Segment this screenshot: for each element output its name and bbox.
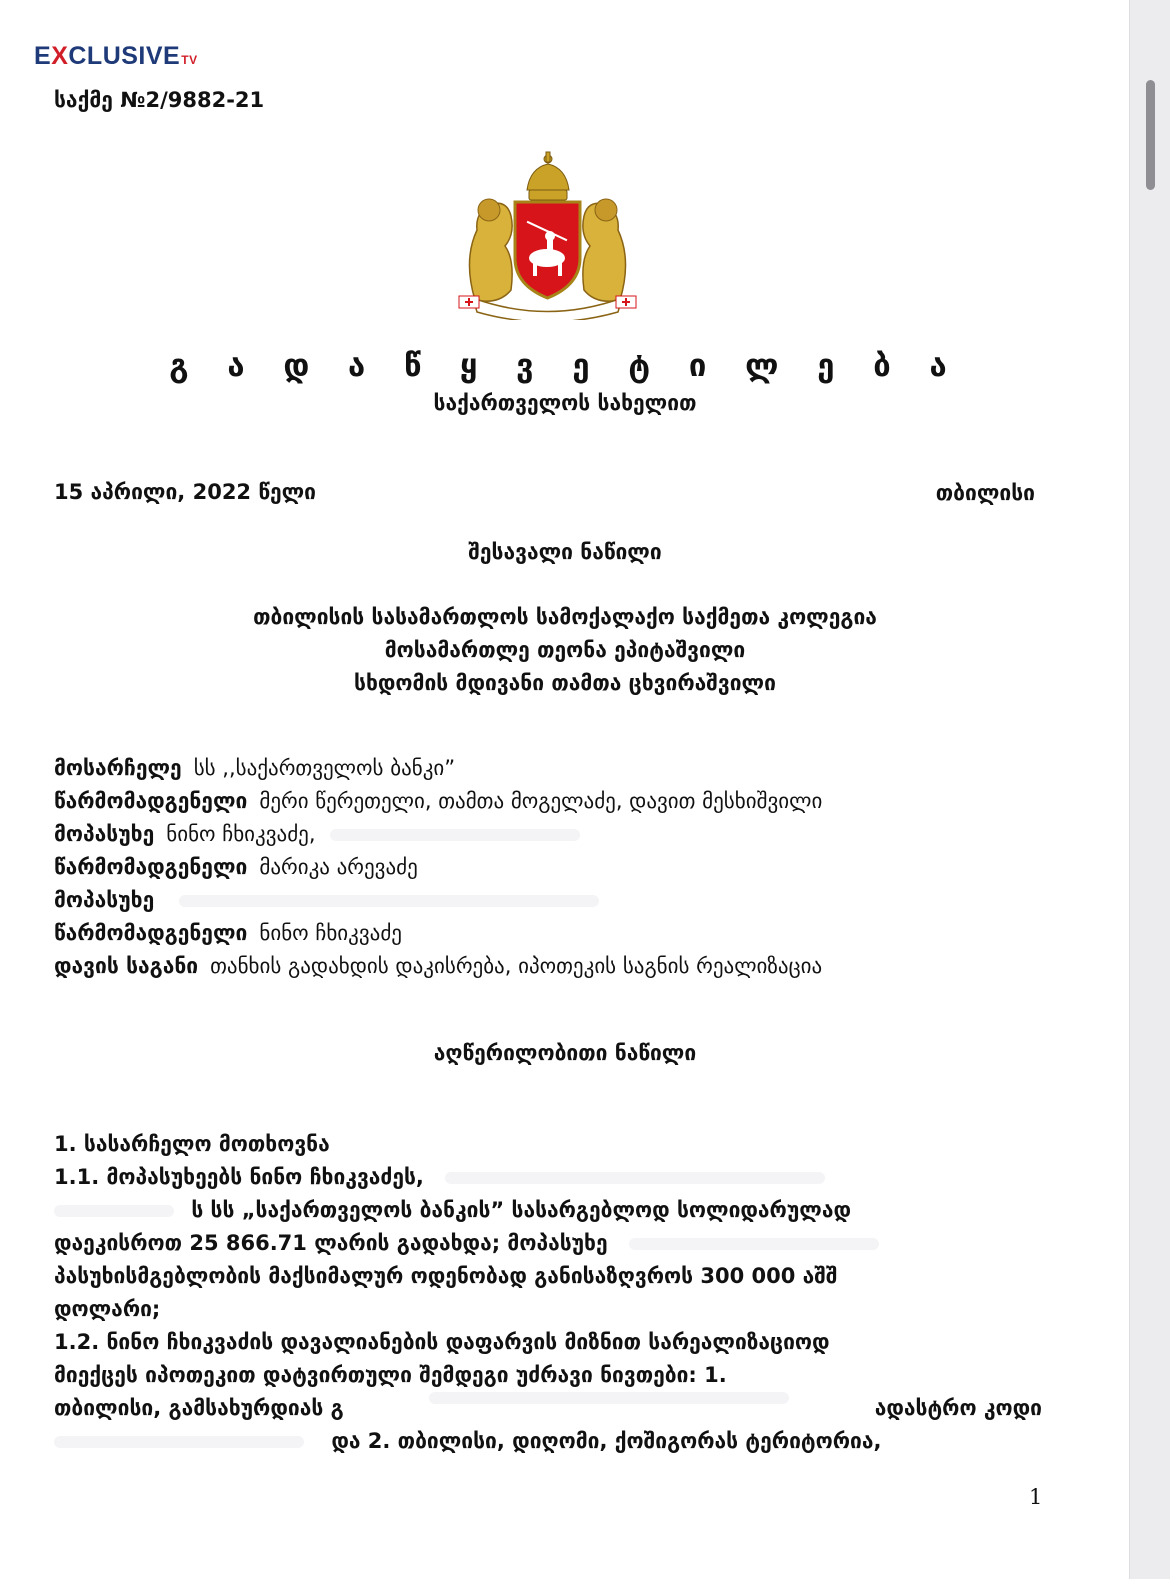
page-number: 1 (1029, 1485, 1043, 1509)
party-label: მოპასუხე (54, 822, 155, 846)
paragraph-line: 1.2. ნინო ჩხიკვაძის დავალიანების დაფარვის მიზნით სარეალიზაციოდ (54, 1330, 830, 1354)
party-row (54, 785, 822, 818)
paragraph-text: და 2. თბილისი, დიღომი, ქოშიგორას ტერიტორია, (331, 1429, 882, 1453)
paragraph-line: დოლარი; (54, 1297, 161, 1321)
paragraph-line (54, 1227, 1042, 1260)
descriptive-body (54, 1128, 1042, 1458)
document-title: გ ა დ ა წ ყ ვ ე ტ ი ლ ე ბ ა (169, 348, 961, 384)
party-label: წარმომადგენელი (54, 855, 248, 879)
case-number: საქმე №2/9882-21 (54, 88, 265, 112)
paragraph-line (54, 1425, 1042, 1458)
exclusive-tv-watermark (34, 42, 198, 71)
redaction-mark (629, 1238, 879, 1250)
paragraph-line (54, 1194, 1042, 1227)
party-row (54, 818, 822, 851)
court-block (40, 601, 1090, 700)
parties-list (54, 752, 822, 983)
party-label: მოსარჩელე (54, 756, 182, 780)
party-value: ნინო ჩხიკვაძე (259, 921, 402, 945)
document-city: თბილისი (935, 481, 1035, 505)
paragraph-text: ადასტრო კოდი (874, 1396, 1042, 1420)
party-label: წარმომადგენელი (54, 789, 248, 813)
redaction-mark (54, 1205, 174, 1217)
party-value: მერი წერეთელი, თამთა მოგელაძე, დავით მესხიშვილი (259, 789, 823, 813)
party-label: მოპასუხე (54, 888, 155, 912)
redaction-mark (330, 829, 580, 841)
court-line: თბილისის სასამართლოს სამოქალაქო საქმეთა კოლეგია (253, 605, 877, 629)
party-label: დავის საგანი (54, 954, 199, 978)
judge-line: მოსამართლე თეონა ეპიტაშვილი (384, 638, 746, 662)
party-row (54, 950, 822, 983)
vertical-scrollbar[interactable] (1129, 0, 1170, 1579)
party-row (54, 752, 822, 785)
descriptive-heading: აღწერილობითი ნაწილი (433, 1041, 697, 1065)
party-value: მარიკა არევაძე (259, 855, 418, 879)
document-subtitle: საქართველოს სახელით (433, 391, 697, 415)
party-row (54, 884, 822, 917)
party-row (54, 851, 822, 884)
party-row (54, 917, 822, 950)
georgian-coat-of-arms-icon (455, 150, 640, 320)
paragraph-text: ს სს „საქართველოს ბანკის” სასარგებლოდ სოლიდარულად (191, 1198, 851, 1222)
paragraph-text: 1.1. მოპასუხეებს ნინო ჩხიკვაძეს, (54, 1165, 424, 1189)
paragraph-line (54, 1161, 1042, 1194)
paragraph-text: თბილისი, გამსახურდიას გ (54, 1396, 344, 1420)
paragraph-line (54, 1392, 1042, 1425)
party-label: წარმომადგენელი (54, 921, 248, 945)
claim-heading: 1. სასარჩელო მოთხოვნა (54, 1132, 330, 1156)
intro-heading: შესავალი ნაწილი (468, 540, 662, 564)
paragraph-line: პასუხისმგებლობის მაქსიმალურ ოდენობად განისაზღვროს 300 000 აშშ (54, 1264, 838, 1288)
secretary-line: სხდომის მდივანი თამთა ცხვირაშვილი (354, 671, 776, 695)
redaction-mark (54, 1436, 304, 1448)
party-value: თანხის გადახდის დაკისრება, იპოთეკის საგნის რეალიზაცია (210, 954, 823, 978)
scrollbar-thumb[interactable] (1146, 80, 1155, 190)
paragraph-text: დაეკისროთ 25 866.71 ლარის გადახდა; მოპასუხე (54, 1231, 608, 1255)
watermark-suffix: TV (181, 53, 198, 67)
redaction-mark (445, 1172, 825, 1184)
party-value: სს ,,საქართველოს ბანკი” (193, 756, 456, 780)
watermark-brand: EXCLUSIVE (34, 42, 181, 70)
redaction-mark (179, 895, 599, 907)
document-date: 15 აპრილი, 2022 წელი (54, 480, 317, 504)
party-value: ნინო ჩხიკვაძე, (166, 822, 316, 846)
paragraph-line: მიექცეს იპოთეკით დატვირთული შემდეგი უძრავი ნივთები: 1. (54, 1363, 727, 1387)
redaction-mark (429, 1392, 789, 1404)
